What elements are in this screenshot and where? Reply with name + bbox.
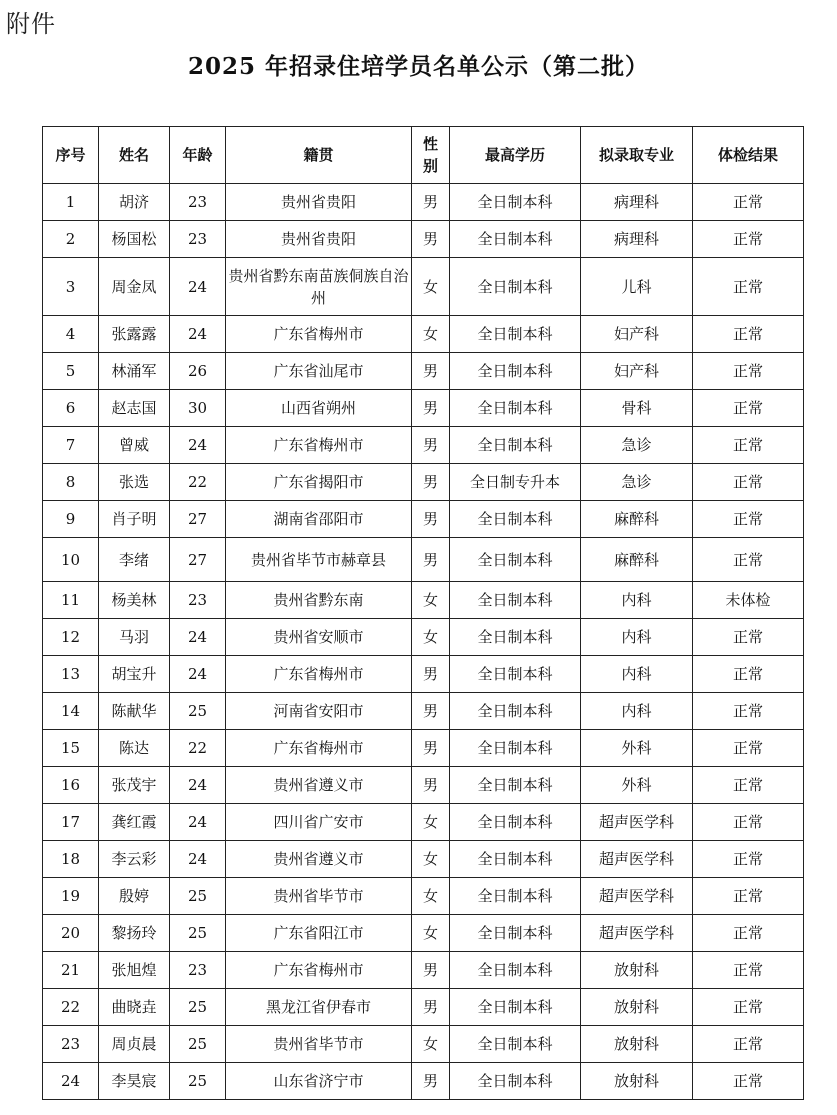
cell-exam: 正常: [693, 989, 804, 1026]
cell-exam: 正常: [693, 656, 804, 693]
table-row: [43, 316, 804, 353]
cell-index: 5: [43, 353, 99, 390]
table-row: [43, 730, 804, 767]
table-row: [43, 538, 804, 582]
cell-origin: 广东省梅州市: [226, 952, 412, 989]
cell-education: 全日制本科: [450, 841, 581, 878]
cell-index: 21: [43, 952, 99, 989]
cell-specialty: 超声医学科: [581, 841, 693, 878]
cell-origin: 广东省梅州市: [226, 427, 412, 464]
cell-education: 全日制本科: [450, 952, 581, 989]
cell-specialty: 妇产科: [581, 316, 693, 353]
cell-origin: 广东省梅州市: [226, 730, 412, 767]
table-row: [43, 767, 804, 804]
header-age: 年龄: [170, 127, 226, 184]
cell-index: 15: [43, 730, 99, 767]
cell-origin: 河南省安阳市: [226, 693, 412, 730]
cell-exam: 正常: [693, 952, 804, 989]
cell-age: 24: [170, 841, 226, 878]
header-origin: 籍贯: [226, 127, 412, 184]
header-specialty: 拟录取专业: [581, 127, 693, 184]
cell-index: 14: [43, 693, 99, 730]
cell-exam: 正常: [693, 464, 804, 501]
cell-origin: 广东省梅州市: [226, 656, 412, 693]
cell-origin: 黑龙江省伊春市: [226, 989, 412, 1026]
cell-origin: 贵州省黔东南苗族侗族自治州: [226, 258, 412, 316]
cell-specialty: 外科: [581, 767, 693, 804]
cell-age: 22: [170, 464, 226, 501]
cell-age: 24: [170, 767, 226, 804]
cell-name: 肖子明: [99, 501, 170, 538]
cell-name: 曲晓垚: [99, 989, 170, 1026]
cell-name: 龚红霞: [99, 804, 170, 841]
cell-specialty: 急诊: [581, 427, 693, 464]
cell-name: 张旭煌: [99, 952, 170, 989]
cell-gender: 男: [412, 1063, 450, 1100]
cell-name: 周贞晨: [99, 1026, 170, 1063]
cell-name: 胡济: [99, 184, 170, 221]
cell-gender: 女: [412, 878, 450, 915]
cell-age: 25: [170, 878, 226, 915]
cell-age: 30: [170, 390, 226, 427]
cell-gender: 男: [412, 221, 450, 258]
cell-name: 杨美林: [99, 582, 170, 619]
cell-index: 17: [43, 804, 99, 841]
cell-origin: 四川省广安市: [226, 804, 412, 841]
table-row: [43, 501, 804, 538]
table-row: [43, 184, 804, 221]
table-row: [43, 582, 804, 619]
cell-origin: 贵州省贵阳: [226, 221, 412, 258]
cell-specialty: 骨科: [581, 390, 693, 427]
table-header-row: [43, 127, 804, 184]
cell-education: 全日制本科: [450, 915, 581, 952]
cell-specialty: 内科: [581, 582, 693, 619]
cell-origin: 贵州省遵义市: [226, 767, 412, 804]
cell-name: 马羽: [99, 619, 170, 656]
cell-specialty: 超声医学科: [581, 804, 693, 841]
cell-exam: 正常: [693, 501, 804, 538]
table-row: [43, 258, 804, 316]
table-row: [43, 221, 804, 258]
cell-age: 25: [170, 915, 226, 952]
cell-education: 全日制本科: [450, 221, 581, 258]
cell-index: 4: [43, 316, 99, 353]
cell-age: 23: [170, 952, 226, 989]
cell-education: 全日制本科: [450, 878, 581, 915]
header-gender-top: 性: [422, 135, 438, 153]
cell-index: 1: [43, 184, 99, 221]
cell-name: 张选: [99, 464, 170, 501]
cell-gender: 女: [412, 582, 450, 619]
cell-age: 23: [170, 184, 226, 221]
cell-name: 黎扬玲: [99, 915, 170, 952]
cell-age: 26: [170, 353, 226, 390]
cell-gender: 女: [412, 258, 450, 316]
cell-name: 张茂宇: [99, 767, 170, 804]
cell-index: 2: [43, 221, 99, 258]
cell-education: 全日制本科: [450, 582, 581, 619]
cell-gender: 男: [412, 390, 450, 427]
cell-index: 12: [43, 619, 99, 656]
header-education: 最高学历: [450, 127, 581, 184]
table-row: [43, 390, 804, 427]
cell-name: 张露露: [99, 316, 170, 353]
cell-name: 周金凤: [99, 258, 170, 316]
cell-age: 24: [170, 804, 226, 841]
cell-name: 陈献华: [99, 693, 170, 730]
table-row: [43, 693, 804, 730]
cell-index: 7: [43, 427, 99, 464]
cell-specialty: 内科: [581, 693, 693, 730]
cell-specialty: 病理科: [581, 184, 693, 221]
cell-name: 李昊宸: [99, 1063, 170, 1100]
cell-education: 全日制本科: [450, 538, 581, 582]
cell-origin: 贵州省遵义市: [226, 841, 412, 878]
cell-gender: 男: [412, 538, 450, 582]
cell-origin: 广东省梅州市: [226, 316, 412, 353]
cell-age: 24: [170, 619, 226, 656]
cell-gender: 男: [412, 656, 450, 693]
cell-age: 25: [170, 989, 226, 1026]
cell-index: 23: [43, 1026, 99, 1063]
table-row: [43, 656, 804, 693]
cell-index: 8: [43, 464, 99, 501]
cell-index: 11: [43, 582, 99, 619]
cell-index: 3: [43, 258, 99, 316]
cell-exam: 正常: [693, 221, 804, 258]
cell-exam: 正常: [693, 767, 804, 804]
attachment-label: 附件: [6, 10, 56, 38]
cell-gender: 男: [412, 353, 450, 390]
table-row: [43, 353, 804, 390]
cell-gender: 男: [412, 730, 450, 767]
cell-exam: 正常: [693, 258, 804, 316]
cell-exam: 正常: [693, 878, 804, 915]
cell-exam: 正常: [693, 1063, 804, 1100]
cell-gender: 女: [412, 804, 450, 841]
cell-education: 全日制本科: [450, 316, 581, 353]
table-body: [43, 184, 804, 1100]
cell-index: 22: [43, 989, 99, 1026]
cell-education: 全日制本科: [450, 501, 581, 538]
cell-exam: 未体检: [693, 582, 804, 619]
cell-specialty: 病理科: [581, 221, 693, 258]
cell-specialty: 麻醉科: [581, 538, 693, 582]
cell-specialty: 放射科: [581, 1026, 693, 1063]
cell-origin: 贵州省毕节市: [226, 1026, 412, 1063]
cell-gender: 男: [412, 767, 450, 804]
cell-name: 赵志国: [99, 390, 170, 427]
cell-specialty: 内科: [581, 656, 693, 693]
cell-gender: 女: [412, 316, 450, 353]
cell-exam: 正常: [693, 841, 804, 878]
cell-education: 全日制本科: [450, 619, 581, 656]
cell-name: 殷婷: [99, 878, 170, 915]
table-row: [43, 427, 804, 464]
cell-index: 10: [43, 538, 99, 582]
cell-specialty: 妇产科: [581, 353, 693, 390]
cell-age: 25: [170, 1026, 226, 1063]
table-row: [43, 841, 804, 878]
cell-age: 25: [170, 1063, 226, 1100]
header-gender-bottom: 别: [422, 157, 438, 175]
cell-education: 全日制本科: [450, 693, 581, 730]
cell-origin: 湖南省邵阳市: [226, 501, 412, 538]
cell-origin: 山西省朔州: [226, 390, 412, 427]
cell-gender: 女: [412, 619, 450, 656]
cell-exam: 正常: [693, 730, 804, 767]
cell-index: 9: [43, 501, 99, 538]
cell-name: 胡宝升: [99, 656, 170, 693]
table-row: [43, 1026, 804, 1063]
cell-origin: 贵州省黔东南: [226, 582, 412, 619]
cell-education: 全日制本科: [450, 258, 581, 316]
cell-gender: 女: [412, 1026, 450, 1063]
cell-origin: 广东省阳江市: [226, 915, 412, 952]
cell-education: 全日制专升本: [450, 464, 581, 501]
cell-origin: 贵州省贵阳: [226, 184, 412, 221]
cell-exam: 正常: [693, 316, 804, 353]
cell-gender: 男: [412, 952, 450, 989]
page-title: 2025 年招录住培学员名单公示（第二批）: [187, 53, 650, 80]
cell-specialty: 急诊: [581, 464, 693, 501]
cell-name: 曾威: [99, 427, 170, 464]
roster-table: [42, 126, 804, 1100]
cell-name: 陈达: [99, 730, 170, 767]
cell-gender: 男: [412, 427, 450, 464]
table-row: [43, 915, 804, 952]
cell-education: 全日制本科: [450, 656, 581, 693]
cell-origin: 贵州省毕节市赫章县: [226, 538, 412, 582]
cell-age: 24: [170, 316, 226, 353]
table-row: [43, 989, 804, 1026]
cell-specialty: 超声医学科: [581, 915, 693, 952]
cell-specialty: 超声医学科: [581, 878, 693, 915]
cell-education: 全日制本科: [450, 730, 581, 767]
header-name: 姓名: [99, 127, 170, 184]
cell-education: 全日制本科: [450, 989, 581, 1026]
cell-origin: 贵州省毕节市: [226, 878, 412, 915]
cell-origin: 广东省汕尾市: [226, 353, 412, 390]
cell-gender: 女: [412, 915, 450, 952]
cell-origin: 广东省揭阳市: [226, 464, 412, 501]
cell-exam: 正常: [693, 538, 804, 582]
cell-age: 27: [170, 501, 226, 538]
table-row: [43, 952, 804, 989]
cell-education: 全日制本科: [450, 184, 581, 221]
cell-education: 全日制本科: [450, 767, 581, 804]
cell-exam: 正常: [693, 1026, 804, 1063]
cell-name: 林涌军: [99, 353, 170, 390]
cell-education: 全日制本科: [450, 390, 581, 427]
cell-education: 全日制本科: [450, 1063, 581, 1100]
cell-specialty: 内科: [581, 619, 693, 656]
cell-gender: 男: [412, 464, 450, 501]
header-index: 序号: [43, 127, 99, 184]
cell-origin: 山东省济宁市: [226, 1063, 412, 1100]
cell-index: 18: [43, 841, 99, 878]
table-row: [43, 804, 804, 841]
cell-index: 6: [43, 390, 99, 427]
cell-age: 24: [170, 656, 226, 693]
cell-gender: 男: [412, 501, 450, 538]
cell-exam: 正常: [693, 427, 804, 464]
table-row: [43, 619, 804, 656]
cell-specialty: 外科: [581, 730, 693, 767]
cell-education: 全日制本科: [450, 804, 581, 841]
cell-exam: 正常: [693, 184, 804, 221]
cell-specialty: 儿科: [581, 258, 693, 316]
cell-index: 19: [43, 878, 99, 915]
cell-exam: 正常: [693, 804, 804, 841]
cell-education: 全日制本科: [450, 353, 581, 390]
cell-index: 16: [43, 767, 99, 804]
cell-exam: 正常: [693, 693, 804, 730]
table-row: [43, 878, 804, 915]
cell-exam: 正常: [693, 619, 804, 656]
cell-specialty: 麻醉科: [581, 501, 693, 538]
cell-education: 全日制本科: [450, 1026, 581, 1063]
cell-name: 李绪: [99, 538, 170, 582]
header-gender: [412, 127, 450, 184]
table-row: [43, 1063, 804, 1100]
cell-age: 24: [170, 258, 226, 316]
cell-exam: 正常: [693, 353, 804, 390]
cell-name: 李云彩: [99, 841, 170, 878]
cell-gender: 男: [412, 184, 450, 221]
cell-gender: 男: [412, 693, 450, 730]
cell-exam: 正常: [693, 915, 804, 952]
cell-name: 杨国松: [99, 221, 170, 258]
cell-index: 13: [43, 656, 99, 693]
cell-gender: 男: [412, 989, 450, 1026]
cell-specialty: 放射科: [581, 952, 693, 989]
cell-exam: 正常: [693, 390, 804, 427]
cell-education: 全日制本科: [450, 427, 581, 464]
cell-age: 23: [170, 221, 226, 258]
table-row: [43, 464, 804, 501]
cell-origin: 贵州省安顺市: [226, 619, 412, 656]
cell-age: 27: [170, 538, 226, 582]
cell-gender: 女: [412, 841, 450, 878]
cell-age: 23: [170, 582, 226, 619]
header-exam: 体检结果: [693, 127, 804, 184]
cell-age: 24: [170, 427, 226, 464]
cell-specialty: 放射科: [581, 1063, 693, 1100]
cell-age: 25: [170, 693, 226, 730]
cell-specialty: 放射科: [581, 989, 693, 1026]
cell-index: 24: [43, 1063, 99, 1100]
cell-index: 20: [43, 915, 99, 952]
cell-age: 22: [170, 730, 226, 767]
